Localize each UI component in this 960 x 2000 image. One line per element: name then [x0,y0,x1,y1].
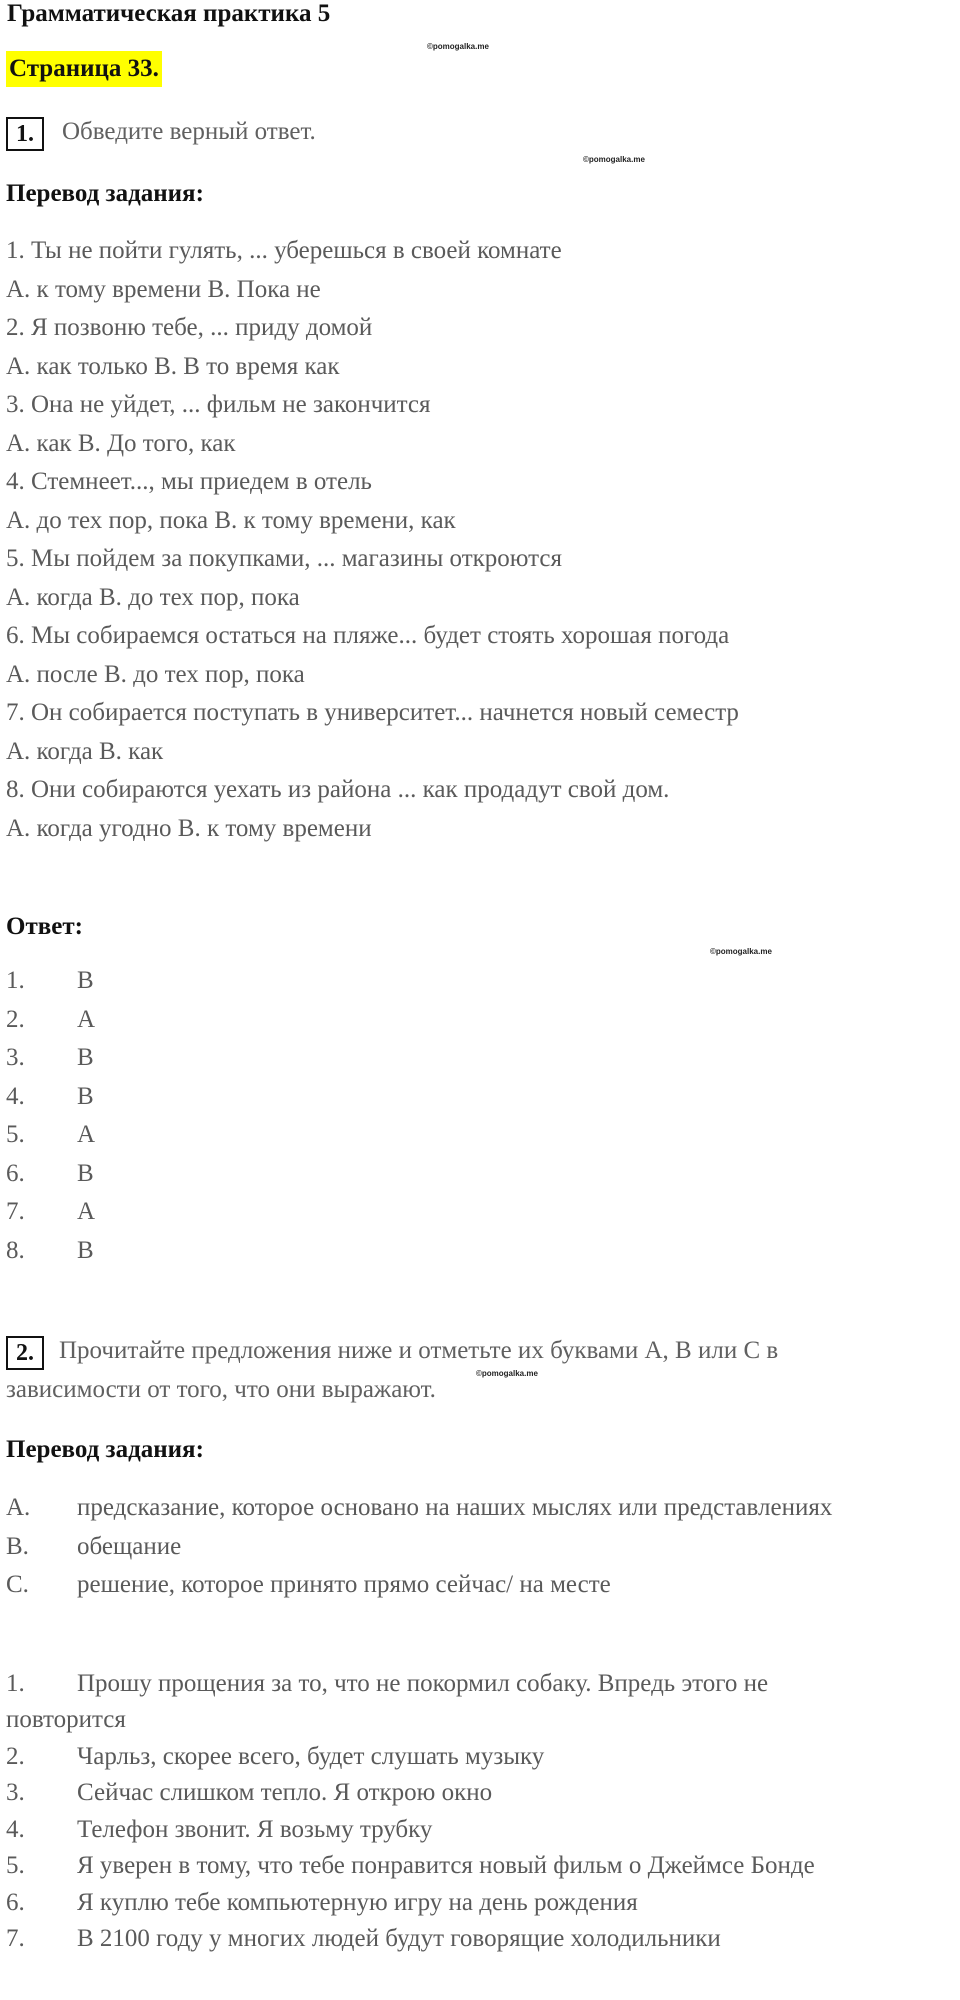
answer-number: 1. [6,967,25,994]
answer-number: 3. [6,1044,25,1071]
translation-heading: Перевод задания: [6,180,204,207]
item-number: 6. [6,1889,25,1916]
option-letter: B. [6,1533,29,1560]
item-number: 1. [6,1670,25,1697]
options-line: A. к тому времени B. Пока не [6,276,321,303]
item-number: 7. [6,1925,25,1952]
options-line: A. когда B. как [6,738,164,765]
option-text: обещание [77,1533,182,1560]
answer-number: 2. [6,1006,25,1033]
answer-value: B [77,1083,94,1110]
options-line: A. когда угодно B. к тому времени [6,815,372,842]
item-number: 3. [6,1779,25,1806]
answer-value: B [77,1160,94,1187]
answer-value: A [77,1006,96,1033]
answer-value: B [77,967,94,994]
answer-value: B [77,1237,94,1264]
item-text: Чарльз, скорее всего, будет слушать музыку [77,1743,545,1770]
watermark: ©pomogalka.me [427,42,489,51]
question-line: 2. Я позвоню тебе, ... приду домой [6,314,373,341]
answer-number: 8. [6,1237,25,1264]
answer-value: A [77,1198,96,1225]
item-number: 2. [6,1743,25,1770]
watermark: ©pomogalka.me [476,1369,538,1378]
watermark: ©pomogalka.me [583,155,645,164]
option-letter: A. [6,1494,31,1521]
item-number: 4. [6,1816,25,1843]
page-number-label: Страница 33. [6,51,162,87]
item-text-continued: повторится [6,1706,126,1733]
item-text: В 2100 году у многих людей будут говорящие холодильники [77,1925,721,1952]
item-number: 5. [6,1852,25,1879]
option-letter: C. [6,1571,29,1598]
answer-value: B [77,1044,94,1071]
answer-number: 4. [6,1083,25,1110]
answer-heading: Ответ: [6,913,83,940]
options-line: A. после B. до тех пор, пока [6,661,305,688]
question-line: 1. Ты не пойти гулять, ... уберешься в своей комнате [6,237,562,264]
option-text: предсказание, которое основано на наших мыслях или представлениях [77,1494,833,1521]
answer-value: A [77,1121,96,1148]
options-line: A. когда B. до тех пор, пока [6,584,300,611]
task-instruction-continued: зависимости от того, что они выражают. [6,1376,436,1403]
question-line: 7. Он собирается поступать в университет... начнется новый семестр [6,699,739,726]
page-title: Грамматическая практика 5 [7,0,331,27]
item-text: Сейчас слишком тепло. Я открою окно [77,1779,493,1806]
task-instruction: Обведите верный ответ. [62,118,316,145]
watermark: ©pomogalka.me [710,947,772,956]
question-line: 5. Мы пойдем за покупками, ... магазины откроются [6,545,562,572]
options-line: A. как только B. В то время как [6,353,340,380]
options-line: A. до тех пор, пока B. к тому времени, как [6,507,456,534]
question-line: 6. Мы собираемся остаться на пляже... будет стоять хорошая погода [6,622,730,649]
task-number-box: 2. [6,1336,44,1370]
task-number-box: 1. [6,117,44,151]
question-line: 3. Она не уйдет, ... фильм не закончится [6,391,431,418]
option-text: решение, которое принято прямо сейчас/ на месте [77,1571,611,1598]
translation-heading: Перевод задания: [6,1436,204,1463]
options-line: A. как B. До того, как [6,430,236,457]
task-instruction: Прочитайте предложения ниже и отметьте их буквами A, B или C в [59,1337,779,1364]
answer-number: 7. [6,1198,25,1225]
item-text: Я уверен в тому, что тебе понравится новый фильм о Джеймсе Бонде [77,1852,815,1879]
item-text: Телефон звонит. Я возьму трубку [77,1816,433,1843]
question-line: 4. Стемнеет..., мы приедем в отель [6,468,372,495]
item-text: Я куплю тебе компьютерную игру на день рождения [77,1889,638,1916]
answer-number: 6. [6,1160,25,1187]
question-line: 8. Они собираются уехать из района ... как продадут свой дом. [6,776,670,803]
answer-number: 5. [6,1121,25,1148]
item-text: Прошу прощения за то, что не покормил собаку. Впредь этого не [77,1670,769,1697]
